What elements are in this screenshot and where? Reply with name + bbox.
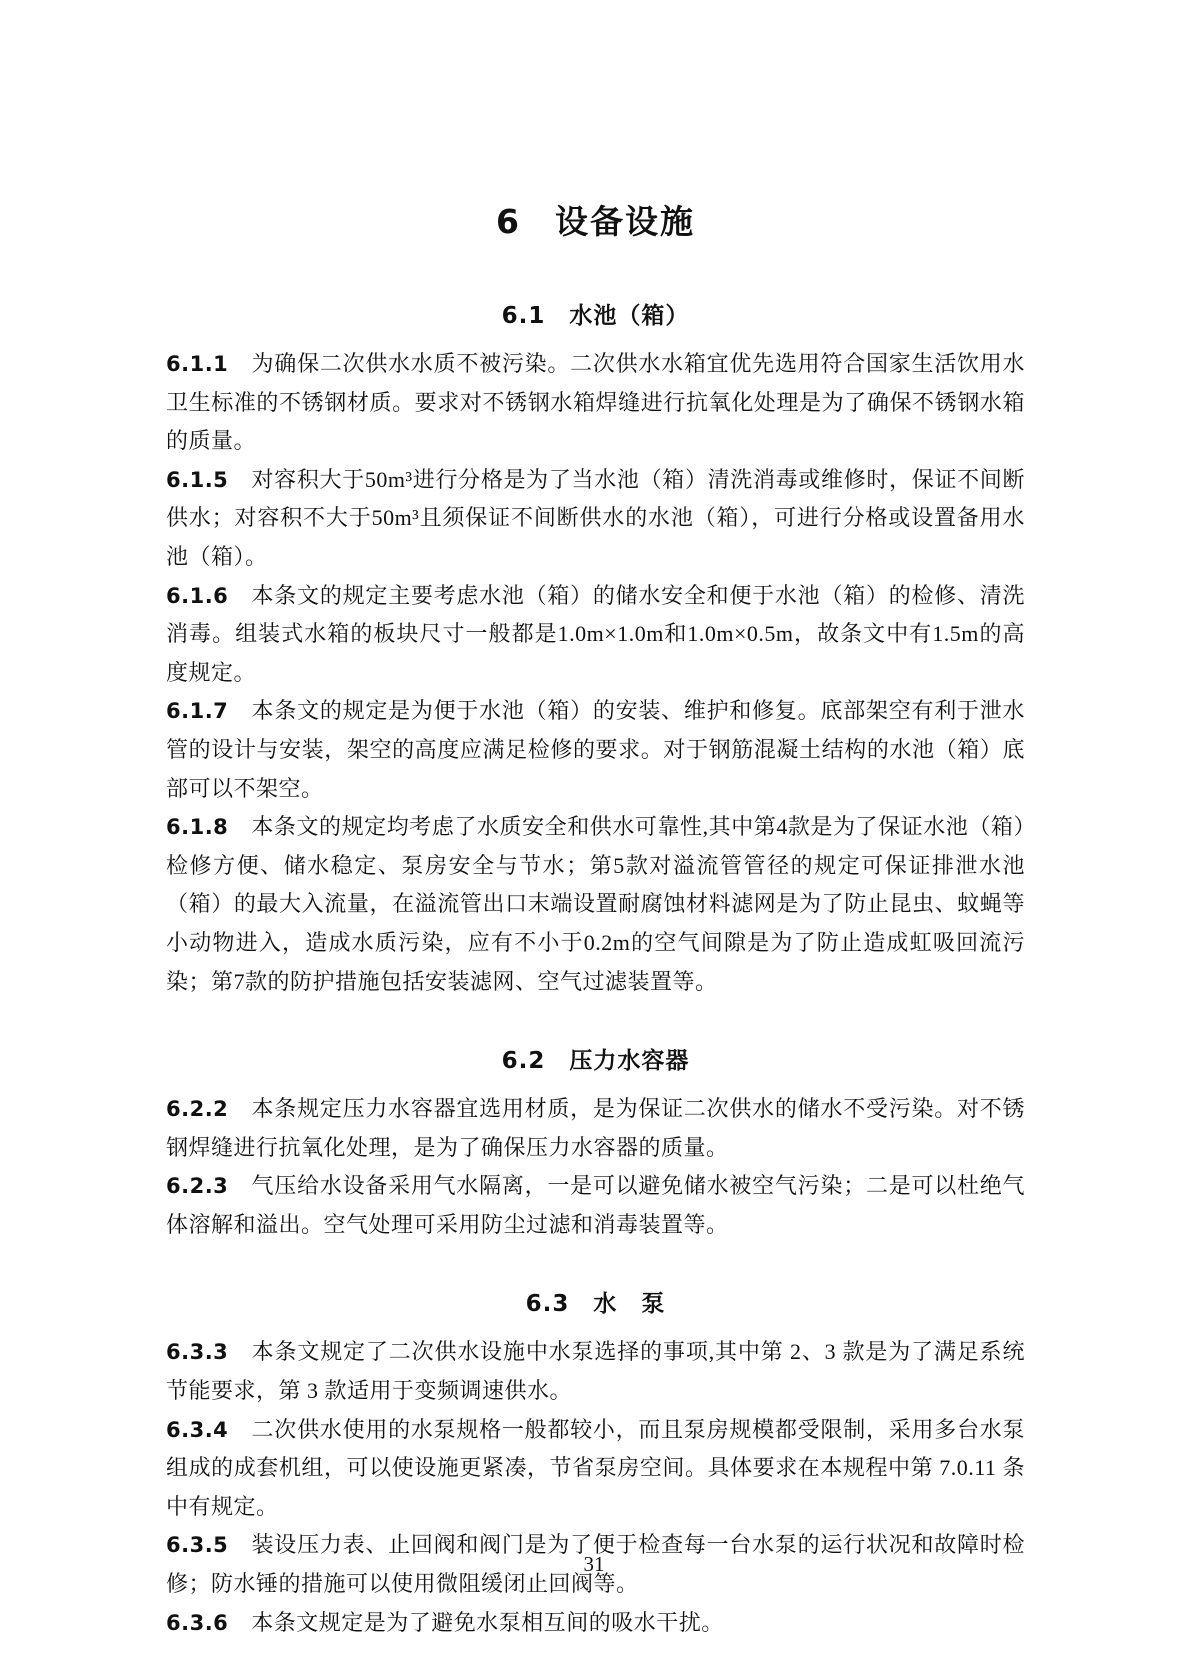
clause-6-1-1: [166, 345, 1025, 461]
clause-text: 气压给水设备采用气水隔离，一是可以避免储水被空气污染；二是可以杜绝气体溶解和溢出。空气处理可采用防尘过滤和消毒装置等。: [166, 1173, 1025, 1237]
clause-6-1-8: [166, 808, 1025, 1001]
clause-text: 本条规定压力水容器宜选用材质，是为保证二次供水的储水不受污染。对不锈钢焊缝进行抗氧化处理，是为了确保压力水容器的质量。: [166, 1096, 1025, 1160]
clause-number: 6.2.2: [166, 1097, 229, 1122]
section-heading-6-3: 6.3 水 泵: [525, 1291, 666, 1318]
section-heading-6-1: 6.1 水池（箱）: [501, 303, 690, 329]
clause-number: 6.1.8: [166, 815, 229, 840]
chapter-number: 6: [496, 202, 521, 241]
clause-number: 6.1.5: [166, 467, 229, 492]
clause-number: 6.3.5: [166, 1533, 229, 1558]
clause-6-1-6: [166, 577, 1025, 693]
clause-number: 6.3.3: [166, 1340, 229, 1365]
clause-number: 6.3.4: [166, 1417, 229, 1442]
chapter-title: [166, 196, 1025, 243]
clause-number: 6.1.6: [166, 583, 229, 608]
clause-text: 为确保二次供水水质不被污染。二次供水水箱宜优先选用符合国家生活饮用水卫生标准的不锈钢材质。要求对不锈钢水箱焊缝进行抗氧化处理是为了确保不锈钢水箱的质量。: [166, 351, 1025, 454]
clause-number: 6.1.7: [166, 699, 229, 724]
page-number: 31: [583, 1552, 605, 1576]
clause-text: 二次供水使用的水泵规格一般都较小，而且泵房规模都受限制，采用多台水泵组成的成套机组，可以使设施更紧凑，节省泵房空间。具体要求在本规程中第 7.0.11 条中有规定。: [166, 1416, 1025, 1519]
clause-6-3-4: [166, 1411, 1025, 1527]
clause-text: 本条文规定了二次供水设施中水泵选择的事项,其中第 2、3 款是为了满足系统节能要求，第 3 款适用于变频调速供水。: [166, 1339, 1025, 1404]
clause-text: 本条文规定是为了避免水泵相互间的吸水干扰。: [251, 1609, 724, 1635]
clause-text: 装设压力表、止回阀和阀门是为了便于检查每一台水泵的运行状况和故障时检修；防水锤的措施可以使用微阻缓闭止回阀等。: [166, 1532, 1025, 1597]
clause-number: 6.3.6: [166, 1610, 229, 1635]
clause-6-1-7: [166, 692, 1025, 808]
clause-6-2-3: [166, 1167, 1025, 1244]
clause-number: 6.2.3: [166, 1174, 229, 1199]
clause-6-3-6: [166, 1604, 1025, 1643]
clause-text: 本条文的规定均考虑了水质安全和供水可靠性,其中第4款是为了保证水池（箱）检修方便、储水稳定、泵房安全与节水；第5款对溢流管管径的规定可保证排泄水池（箱）的最大入流量，在溢流管出口末端设置耐腐蚀材料滤网是为了防止昆虫、蚊蝇等小动物进入，造成水质污染，应有不小于0.2m的空气间隙是为了防止造成虹吸回流污染；第7款的防护措施包括安装滤网、空气过滤装置等。: [166, 814, 1025, 994]
clause-6-1-5: [166, 461, 1025, 577]
clause-6-3-3: [166, 1333, 1025, 1410]
clause-6-2-2: [166, 1090, 1025, 1167]
clause-text: 对容积大于50m³进行分格是为了当水池（箱）清洗消毒或维修时，保证不间断供水；对容积不大于50m³且须保证不间断供水的水池（箱），可进行分格或设置备用水池（箱）。: [166, 466, 1025, 569]
section-heading-6-2: 6.2 压力水容器: [501, 1048, 690, 1075]
clause-text: 本条文的规定是为便于水池（箱）的安装、维护和修复。底部架空有利于泄水管的设计与安装，架空的高度应满足检修的要求。对于钢筋混凝土结构的水池（箱）底部可以不架空。: [166, 698, 1025, 801]
chapter-title-text: 设备设施: [554, 202, 695, 241]
clause-text: 本条文的规定主要考虑水池（箱）的储水安全和便于水池（箱）的检修、清洗消毒。组装式水箱的板块尺寸一般都是1.0m×1.0m和1.0m×0.5m，故条文中有1.5m的高度规定。: [166, 582, 1025, 685]
clause-number: 6.1.1: [166, 352, 229, 376]
